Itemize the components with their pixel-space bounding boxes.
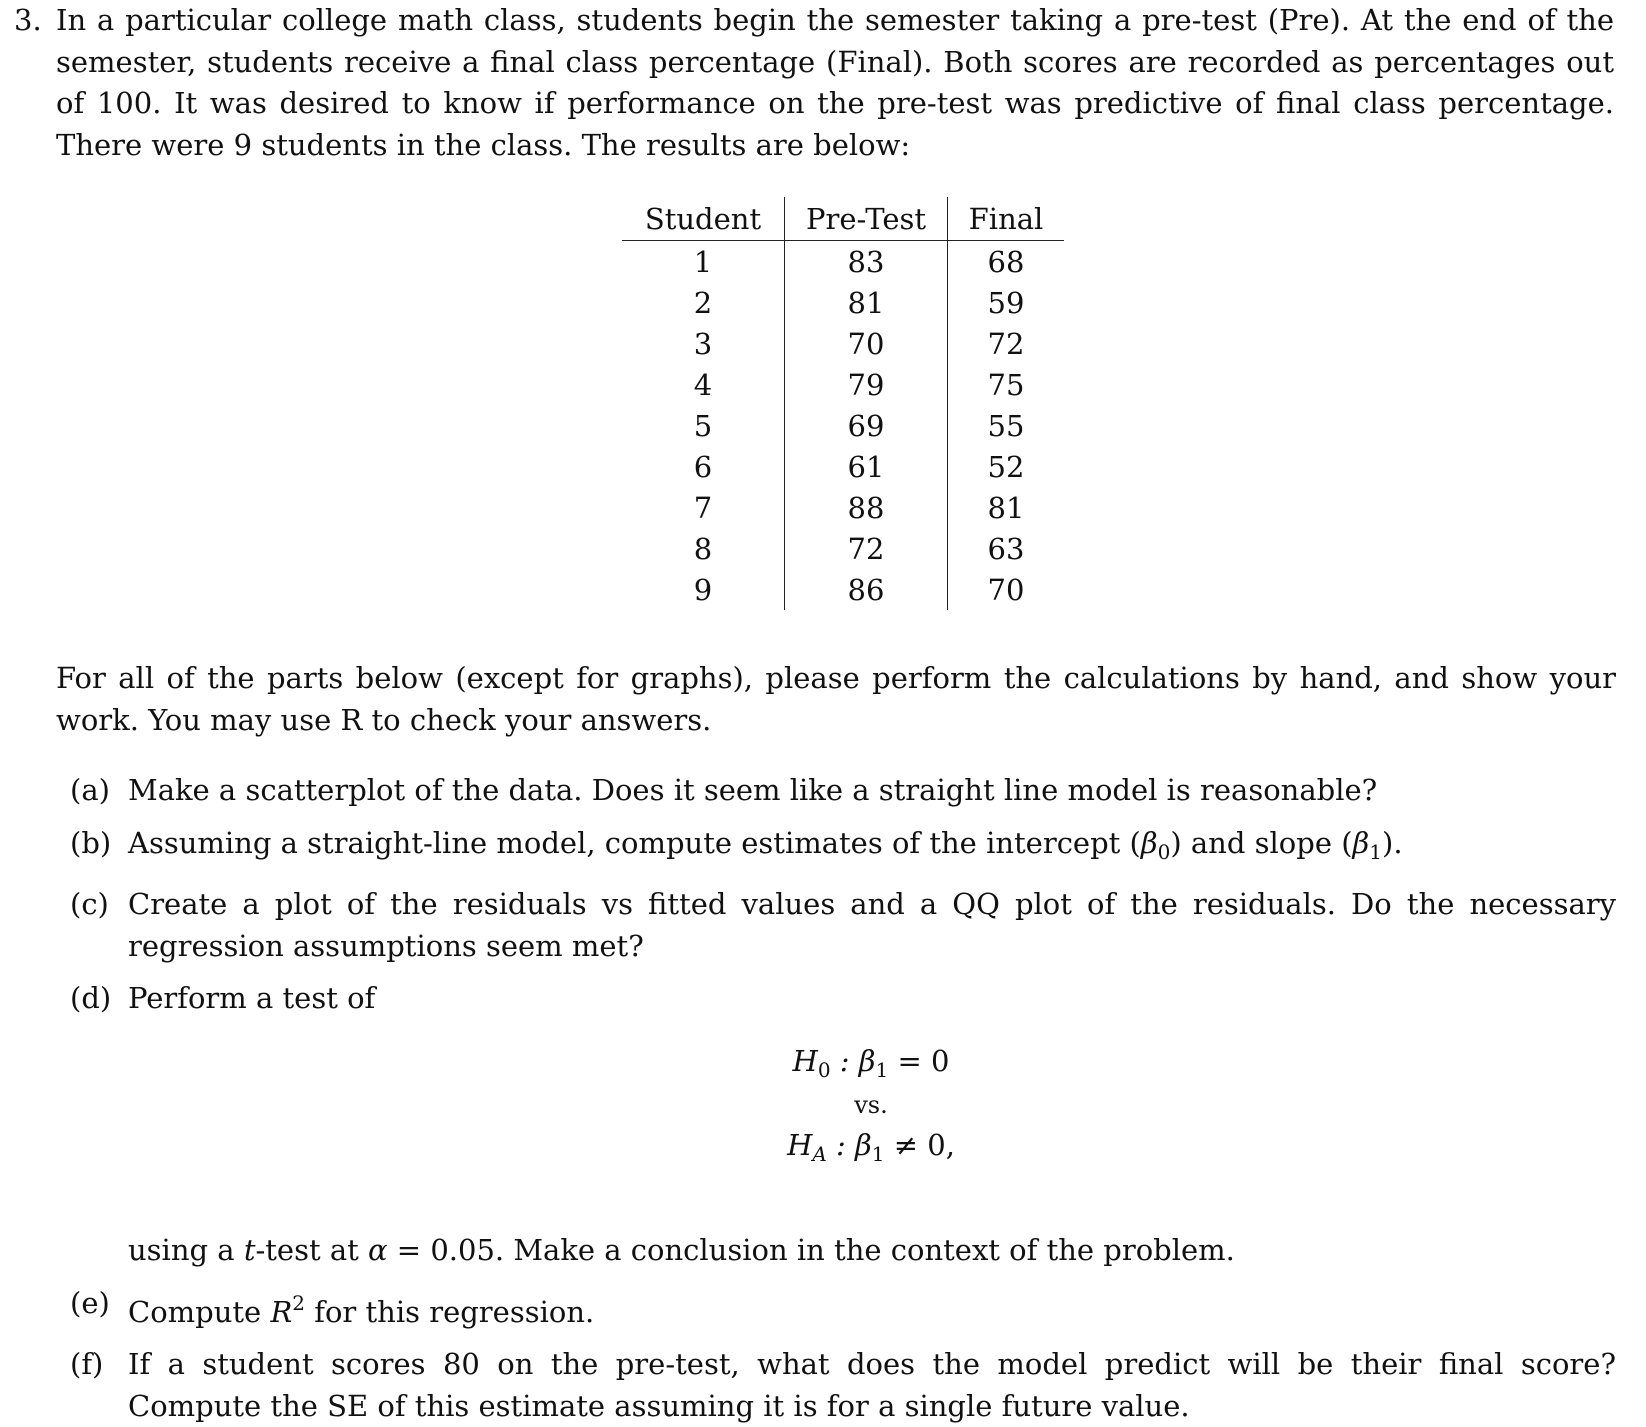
cell-student: 9 xyxy=(622,569,785,610)
cell-final: 72 xyxy=(987,326,1025,361)
table-row xyxy=(622,323,1064,364)
cell-student: 2 xyxy=(622,282,785,323)
cell-pretest: 86 xyxy=(785,569,948,610)
part-f xyxy=(56,1344,1616,1427)
alternative-hypothesis: $H_A$ : $\beta_1 \ne 0$, xyxy=(787,1128,955,1166)
cell-final: 55 xyxy=(987,408,1025,443)
table-header-row xyxy=(622,197,1064,241)
cell-final: 59 xyxy=(987,285,1025,320)
table-row xyxy=(622,241,1064,283)
part-label: (d) xyxy=(70,981,112,1015)
cell-final: 75 xyxy=(987,367,1025,402)
part-text: Make a scatterplot of the data. Does it seem like a straight line model is reasonable? xyxy=(128,773,1378,807)
part-text: Perform a test of xyxy=(128,981,376,1015)
table-row xyxy=(622,528,1064,569)
cell-pretest: 79 xyxy=(785,364,948,405)
cell-pretest: 69 xyxy=(785,405,948,446)
problem-statement xyxy=(14,0,1614,166)
cell-pretest: 70 xyxy=(785,323,948,364)
cell-pretest: 88 xyxy=(785,487,948,528)
part-label: (c) xyxy=(70,887,109,921)
table-row xyxy=(622,487,1064,528)
cell-final: 81 xyxy=(987,490,1025,525)
part-label: (f) xyxy=(70,1347,104,1381)
part-label: (a) xyxy=(70,773,110,807)
header-final: Final xyxy=(948,197,1065,241)
cell-student: 6 xyxy=(622,446,785,487)
part-label: (e) xyxy=(70,1285,110,1320)
question-number: 3. xyxy=(14,3,42,37)
part-b xyxy=(56,823,1616,874)
vs-label: vs. xyxy=(854,1091,888,1119)
cell-final: 63 xyxy=(987,531,1025,566)
cell-pretest: 81 xyxy=(785,282,948,323)
header-student: Student xyxy=(622,197,785,241)
cell-final: 52 xyxy=(987,449,1025,484)
part-text: Compute $R^2$ for this regression. xyxy=(128,1290,595,1329)
part-text: Assuming a straight-line model, compute estimates of the intercept $(\beta_0)$ and slope $(\beta_1)$. xyxy=(128,825,1403,864)
table-row xyxy=(622,569,1064,610)
part-c xyxy=(56,884,1616,967)
cell-final: 70 xyxy=(987,572,1025,607)
cell-final: 68 xyxy=(987,244,1025,279)
part-a xyxy=(56,770,1616,812)
null-hypothesis: $H_0$ : $\beta_1 = 0$ xyxy=(792,1044,950,1082)
table-row xyxy=(622,405,1064,446)
cell-student: 7 xyxy=(622,487,785,528)
instructions-text: For all of the parts below (except for graphs), please perform the calculations by hand, and show your work. You may use R to check your answers. xyxy=(56,661,1616,737)
cell-pretest: 72 xyxy=(785,528,948,569)
part-text: Create a plot of the residuals vs fitted values and a QQ plot of the residuals. Do the necessary regression assumptions seem met? xyxy=(128,887,1616,963)
part-text: If a student scores 80 on the pre-test, what does the model predict will be their final score? Compute the SE of this estimate assuming it is for a single future value. xyxy=(128,1347,1616,1423)
problem-intro xyxy=(14,0,1614,166)
part-text: using a t-test at α = 0.05. Make a conclusion in the context of the problem. xyxy=(128,1233,1235,1267)
intro-text: In a particular college math class, students begin the semester taking a pre-test (Pre). At the end of the semester, students receive a final class percentage (Final). Both scores are recorded as percentages out of 100. It was desired to know if performance on the pre-test was predictive of final class percentage. There were 9 students in the class. The results are below: xyxy=(56,3,1614,162)
cell-student: 3 xyxy=(622,323,785,364)
cell-student: 5 xyxy=(622,405,785,446)
part-e xyxy=(56,1283,1616,1334)
part-d-continuation xyxy=(56,1230,1616,1272)
table-row xyxy=(622,446,1064,487)
cell-student: 1 xyxy=(622,241,785,283)
cell-pretest: 83 xyxy=(785,241,948,283)
table-row xyxy=(622,282,1064,323)
cell-student: 4 xyxy=(622,364,785,405)
part-label: (b) xyxy=(70,825,112,860)
header-pretest: Pre-Test xyxy=(785,197,948,241)
cell-student: 8 xyxy=(622,528,785,569)
table-row xyxy=(622,364,1064,405)
cell-pretest: 61 xyxy=(785,446,948,487)
data-table xyxy=(622,197,1064,610)
